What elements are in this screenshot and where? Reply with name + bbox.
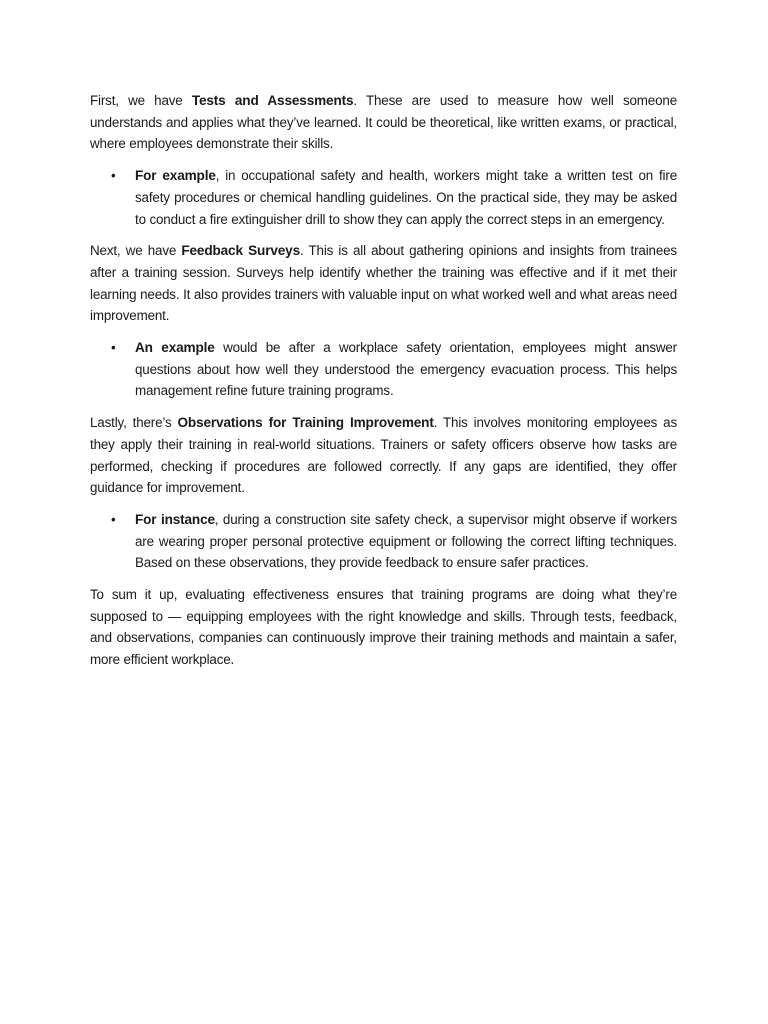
bullet-text — [135, 337, 677, 402]
bullet-lead-for-instance: For instance — [135, 511, 215, 527]
paragraph-text-before: Lastly, there’s — [90, 415, 178, 431]
bullet-marker: • — [111, 340, 116, 356]
bullet-marker: • — [111, 168, 116, 184]
bullet-marker: • — [111, 511, 116, 527]
paragraph-tests-assessments — [90, 90, 677, 155]
paragraph-text-after: . This is all about gathering opinions and insights from trainees after a training session. Surveys help identify whether the training was effective and if it met their learning needs. It also provides trainers with valuable input on what worked well and what areas need improvement. — [90, 243, 677, 324]
paragraph-text-after: . These are used to measure how well someone understands and applies what they’ve learned. It could be theoretical, like written exams, or practical, where employees demonstrate their skills. — [90, 93, 677, 152]
document-page — [90, 90, 677, 681]
paragraph-observations — [90, 412, 677, 499]
paragraph-text-before: First, we have — [90, 93, 192, 108]
bullet-item-an-example — [90, 337, 677, 402]
bullet-lead-an-example: An example — [135, 340, 215, 356]
paragraph-text-before: Next, we have — [90, 243, 182, 259]
paragraph-text-after: . This involves monitoring employees as they apply their training in real-world situations. Trainers or safety officers observe how tasks are performed, checking if procedures are followed correctly. If any gaps are identified, they offer guidance for improvement. — [90, 415, 678, 496]
term-tests-and-assessments: Tests and Assessments — [191, 93, 354, 108]
bullet-item-for-instance — [90, 509, 677, 574]
term-observations-for-training-improvement: Observations for Training Improvement — [177, 415, 434, 431]
bullet-body: would be after a workplace safety orientation, employees might answer questions about how well they understood the emergency evacuation process. This helps management refine future training programs. — [135, 340, 677, 399]
bullet-text — [135, 509, 677, 574]
bullet-body: , in occupational safety and health, workers might take a written test on fire safety procedures or chemical handling guidelines. On the practical side, they may be asked to conduct a fire extinguisher drill to show they can apply the correct steps in an emergency. — [135, 168, 677, 227]
term-feedback-surveys: Feedback Surveys — [181, 243, 300, 259]
paragraph-feedback-surveys — [90, 240, 677, 327]
bullet-text — [135, 165, 677, 230]
bullet-lead-for-example: For example — [135, 168, 216, 184]
paragraph-conclusion: To sum it up, evaluating effectiveness ensures that training programs are doing what they’re supposed to — equipping employees with the right knowledge and skills. Through tests, feedback, and observations, companies can continuously improve their training methods and maintain a safer, more efficient workplace. — [90, 587, 677, 668]
bullet-item-for-example — [90, 165, 677, 230]
bullet-body: , during a construction site safety check, a supervisor might observe if workers are wearing proper personal protective equipment or following the correct lifting techniques. Based on these observations, they provide feedback to ensure safer practices. — [135, 511, 677, 571]
